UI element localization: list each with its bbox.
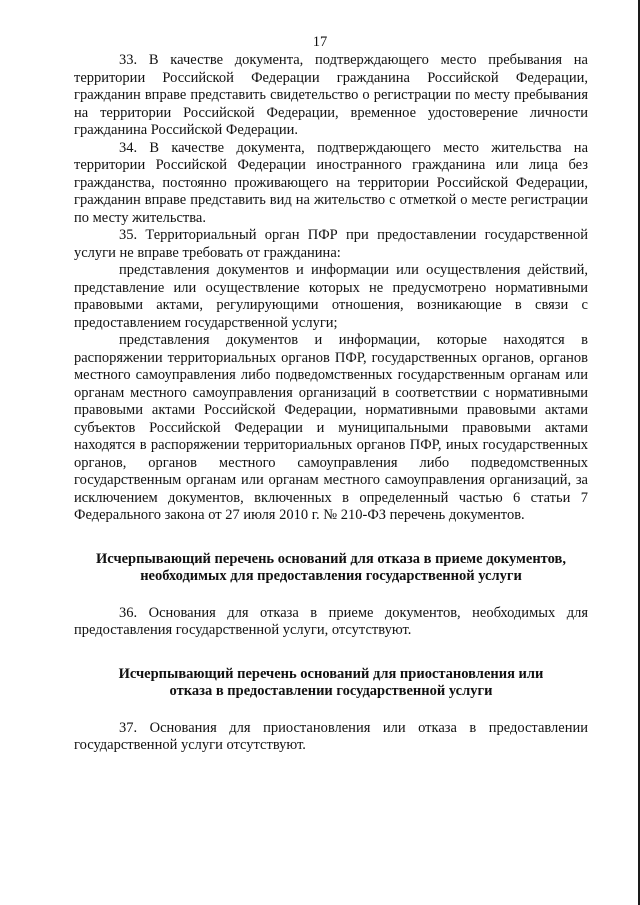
section-heading-line: Исчерпывающий перечень оснований для приостановления или — [118, 665, 544, 682]
section-heading-suspension-refusal — [74, 666, 588, 701]
paragraph-33: 33. В качестве документа, подтверждающего место пребывания на территории Российской Федерации гражданина Российской Федерации, гражданин вправе представить свидетельство о регистрации по месту пребывания на территории Российской Федерации, временное удостоверение личности гражданина Российской Федерации. — [74, 52, 588, 138]
paragraph-35-item-1: представления документов и информации или осуществления действий, представление или осуществление которых не предусмотрено нормативными правовыми актами, регулирующими отношения, возникающие в связи с предоставлением государственной услуги; — [74, 262, 588, 331]
paragraph-34: 34. В качестве документа, подтверждающего место жительства на территории Российской Федерации иностранного гражданина или лица без гражданства, постоянно проживающего на территории Российской Федерации, гражданин вправе представить вид на жительство с отметкой о месте регистрации по месту жительства. — [74, 139, 588, 226]
section-heading-line: Исчерпывающий перечень оснований для отказа в приеме документов, — [96, 550, 566, 567]
section-heading-line: отказа в предоставлении государственной услуги — [169, 683, 493, 699]
paragraph-36: 36. Основания для отказа в приеме документов, необходимых для предоставления государственной услуги, отсутствуют. — [74, 604, 588, 638]
document-body — [74, 52, 588, 755]
section-heading-line: необходимых для предоставления государственной услуги — [140, 568, 522, 584]
paragraph-37: 37. Основания для приостановления или отказа в предоставлении государственной услуги отсутствуют. — [74, 719, 588, 753]
paragraph-35-item-2: представления документов и информации, которые находятся в распоряжении территориальных органов ПФР, государственных органов, органов местного самоуправления либо подведомственных государственным органам или органам местного самоуправления организаций в соответствии с нормативными правовыми актами Российской Федерации, нормативными правовыми актами субъектов Российской Федерации и муниципальными правовыми актами находятся в распоряжении территориальных органов ПФР, иных государственных органов, органов местного самоуправления либо подведомственных государственным органам или органам местного самоуправления организаций, за исключением документов, включенных в определенный частью 6 статьи 7 Федерального закона от 27 июля 2010 г. № 210-ФЗ перечень документов. — [74, 332, 588, 523]
page-number: 17 — [312, 34, 328, 50]
section-heading-refusal-documents — [74, 551, 588, 586]
paragraph-35: 35. Территориальный орган ПФР при предоставлении государственной услуги не вправе требовать от гражданина: — [74, 227, 588, 261]
